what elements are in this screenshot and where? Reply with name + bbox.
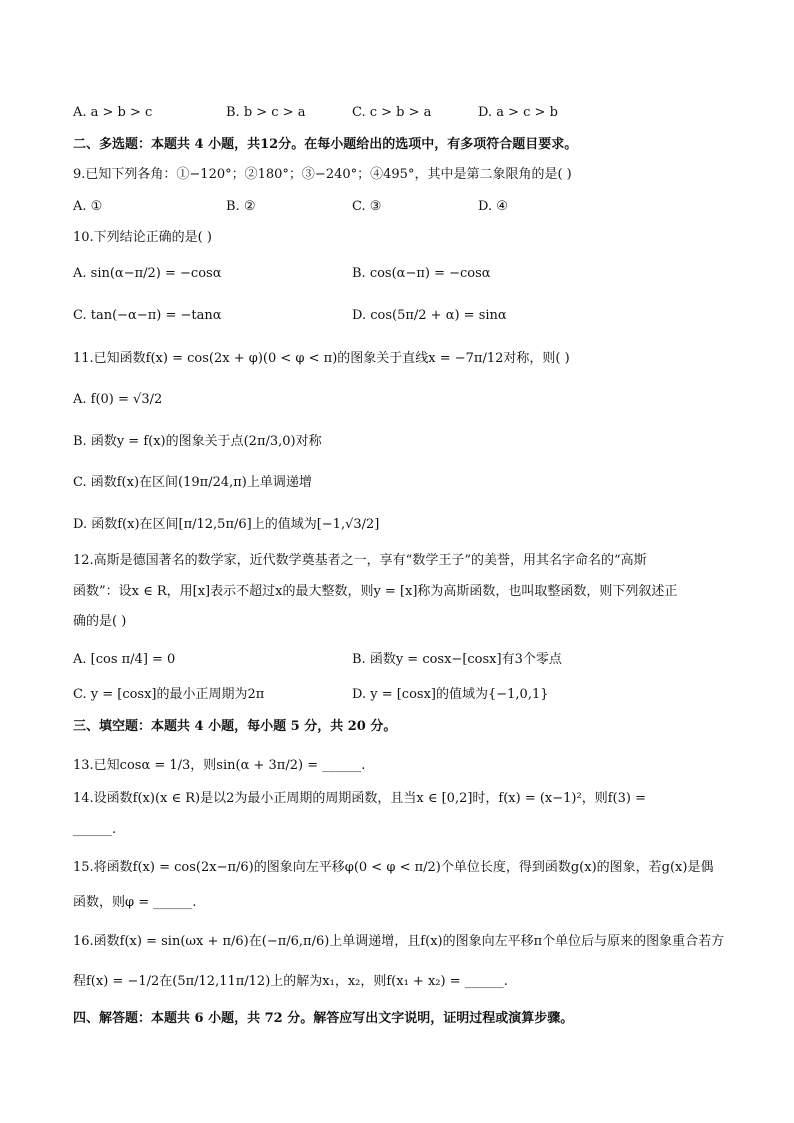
q8-option-a: A. a > b > c [73,105,153,120]
question-14-line-1: 14.设函数f(x)(x ∈ R)是以2为最小正周期的周期函数，且当x ∈ [0,2]时，f(x) = (x−1)²，则f(3) = [73,791,646,806]
section-heading-fill-in: 三、填空题：本题共 4 小题，每小题 5 分，共 20 分。 [73,719,397,734]
question-15-line-2: 函数，则φ = ______. [73,895,197,910]
question-12-stem-line-1: 12.高斯是德国著名的数学家，近代数学奠基者之一，享有“数学王子”的美誉，用其名字命名的“高斯 [73,553,647,568]
question-16-line-1: 16.函数f(x) = sin(ωx + π/6)在(−π/6,π/6)上单调递增，且f(x)的图象向左平移π个单位后与原来的图象重合若方 [73,934,725,949]
q11-option-b: B. 函数y = f(x)的图象关于点(2π/3,0)对称 [73,434,322,449]
q10-option-c: C. tan(−α−π) = −tanα [73,308,222,323]
q10-option-a: A. sin(α−π/2) = −cosα [73,266,222,281]
question-9-stem: 9.已知下列各角：①−120°；②180°；③−240°；④495°，其中是第二象限角的是( ) [73,167,572,182]
q12-option-a: A. [cos π/4] = 0 [73,652,176,667]
q12-option-b: B. 函数y = cosx−[cosx]有3个零点 [352,652,562,667]
q11-option-d: D. 函数f(x)在区间[π/12,5π/6]上的值域为[−1,√3/2] [73,517,380,532]
question-15-line-1: 15.将函数f(x) = cos(2x−π/6)的图象向左平移φ(0 < φ < π/2)个单位长度，得到函数g(x)的图象，若g(x)是偶 [73,860,714,875]
q12-option-c: C. y = [cosx]的最小正周期为2π [73,687,265,702]
q9-option-d: D. ④ [478,199,508,214]
question-14-line-2: ______. [73,822,117,837]
question-16-line-2: 程f(x) = −1/2在(5π/12,11π/12)上的解为x₁，x₂，则f(x₁ + x₂) = ______. [73,974,508,989]
section-heading-multiple-choice: 二、多选题：本题共 4 小题，共12分。在每小题给出的选项中，有多项符合题目要求。 [73,137,578,152]
question-12-stem-line-2: 函数”：设x ∈ R，用[x]表示不超过x的最大整数，则y = [x]称为高斯函数，也叫取整函数，则下列叙述正 [73,584,678,599]
q9-option-b: B. ② [226,199,256,214]
question-11-stem: 11.已知函数f(x) = cos(2x + φ)(0 < φ < π)的图象关于直线x = −7π/12对称，则( ) [73,351,570,366]
q8-option-d: D. a > c > b [478,105,558,120]
question-12-stem-line-3: 确的是( ) [73,614,127,629]
section-heading-free-response: 四、解答题：本题共 6 小题，共 72 分。解答应写出文字说明，证明过程或演算步骤。 [73,1011,574,1026]
q11-option-c: C. 函数f(x)在区间(19π/24,π)上单调递增 [73,475,312,490]
q11-option-a: A. f(0) = √3/2 [73,392,163,407]
q9-option-c: C. ③ [352,199,382,214]
question-13: 13.已知cosα = 1/3，则sin(α + 3π/2) = ______. [73,758,366,773]
q12-option-d: D. y = [cosx]的值域为{−1,0,1} [352,687,549,702]
q9-option-a: A. ① [73,199,103,214]
q8-option-b: B. b > c > a [226,105,306,120]
question-10-stem: 10.下列结论正确的是( ) [73,230,212,245]
q8-option-c: C. c > b > a [352,105,432,120]
q10-option-b: B. cos(α−π) = −cosα [352,266,491,281]
q10-option-d: D. cos(5π/2 + α) = sinα [352,308,507,323]
